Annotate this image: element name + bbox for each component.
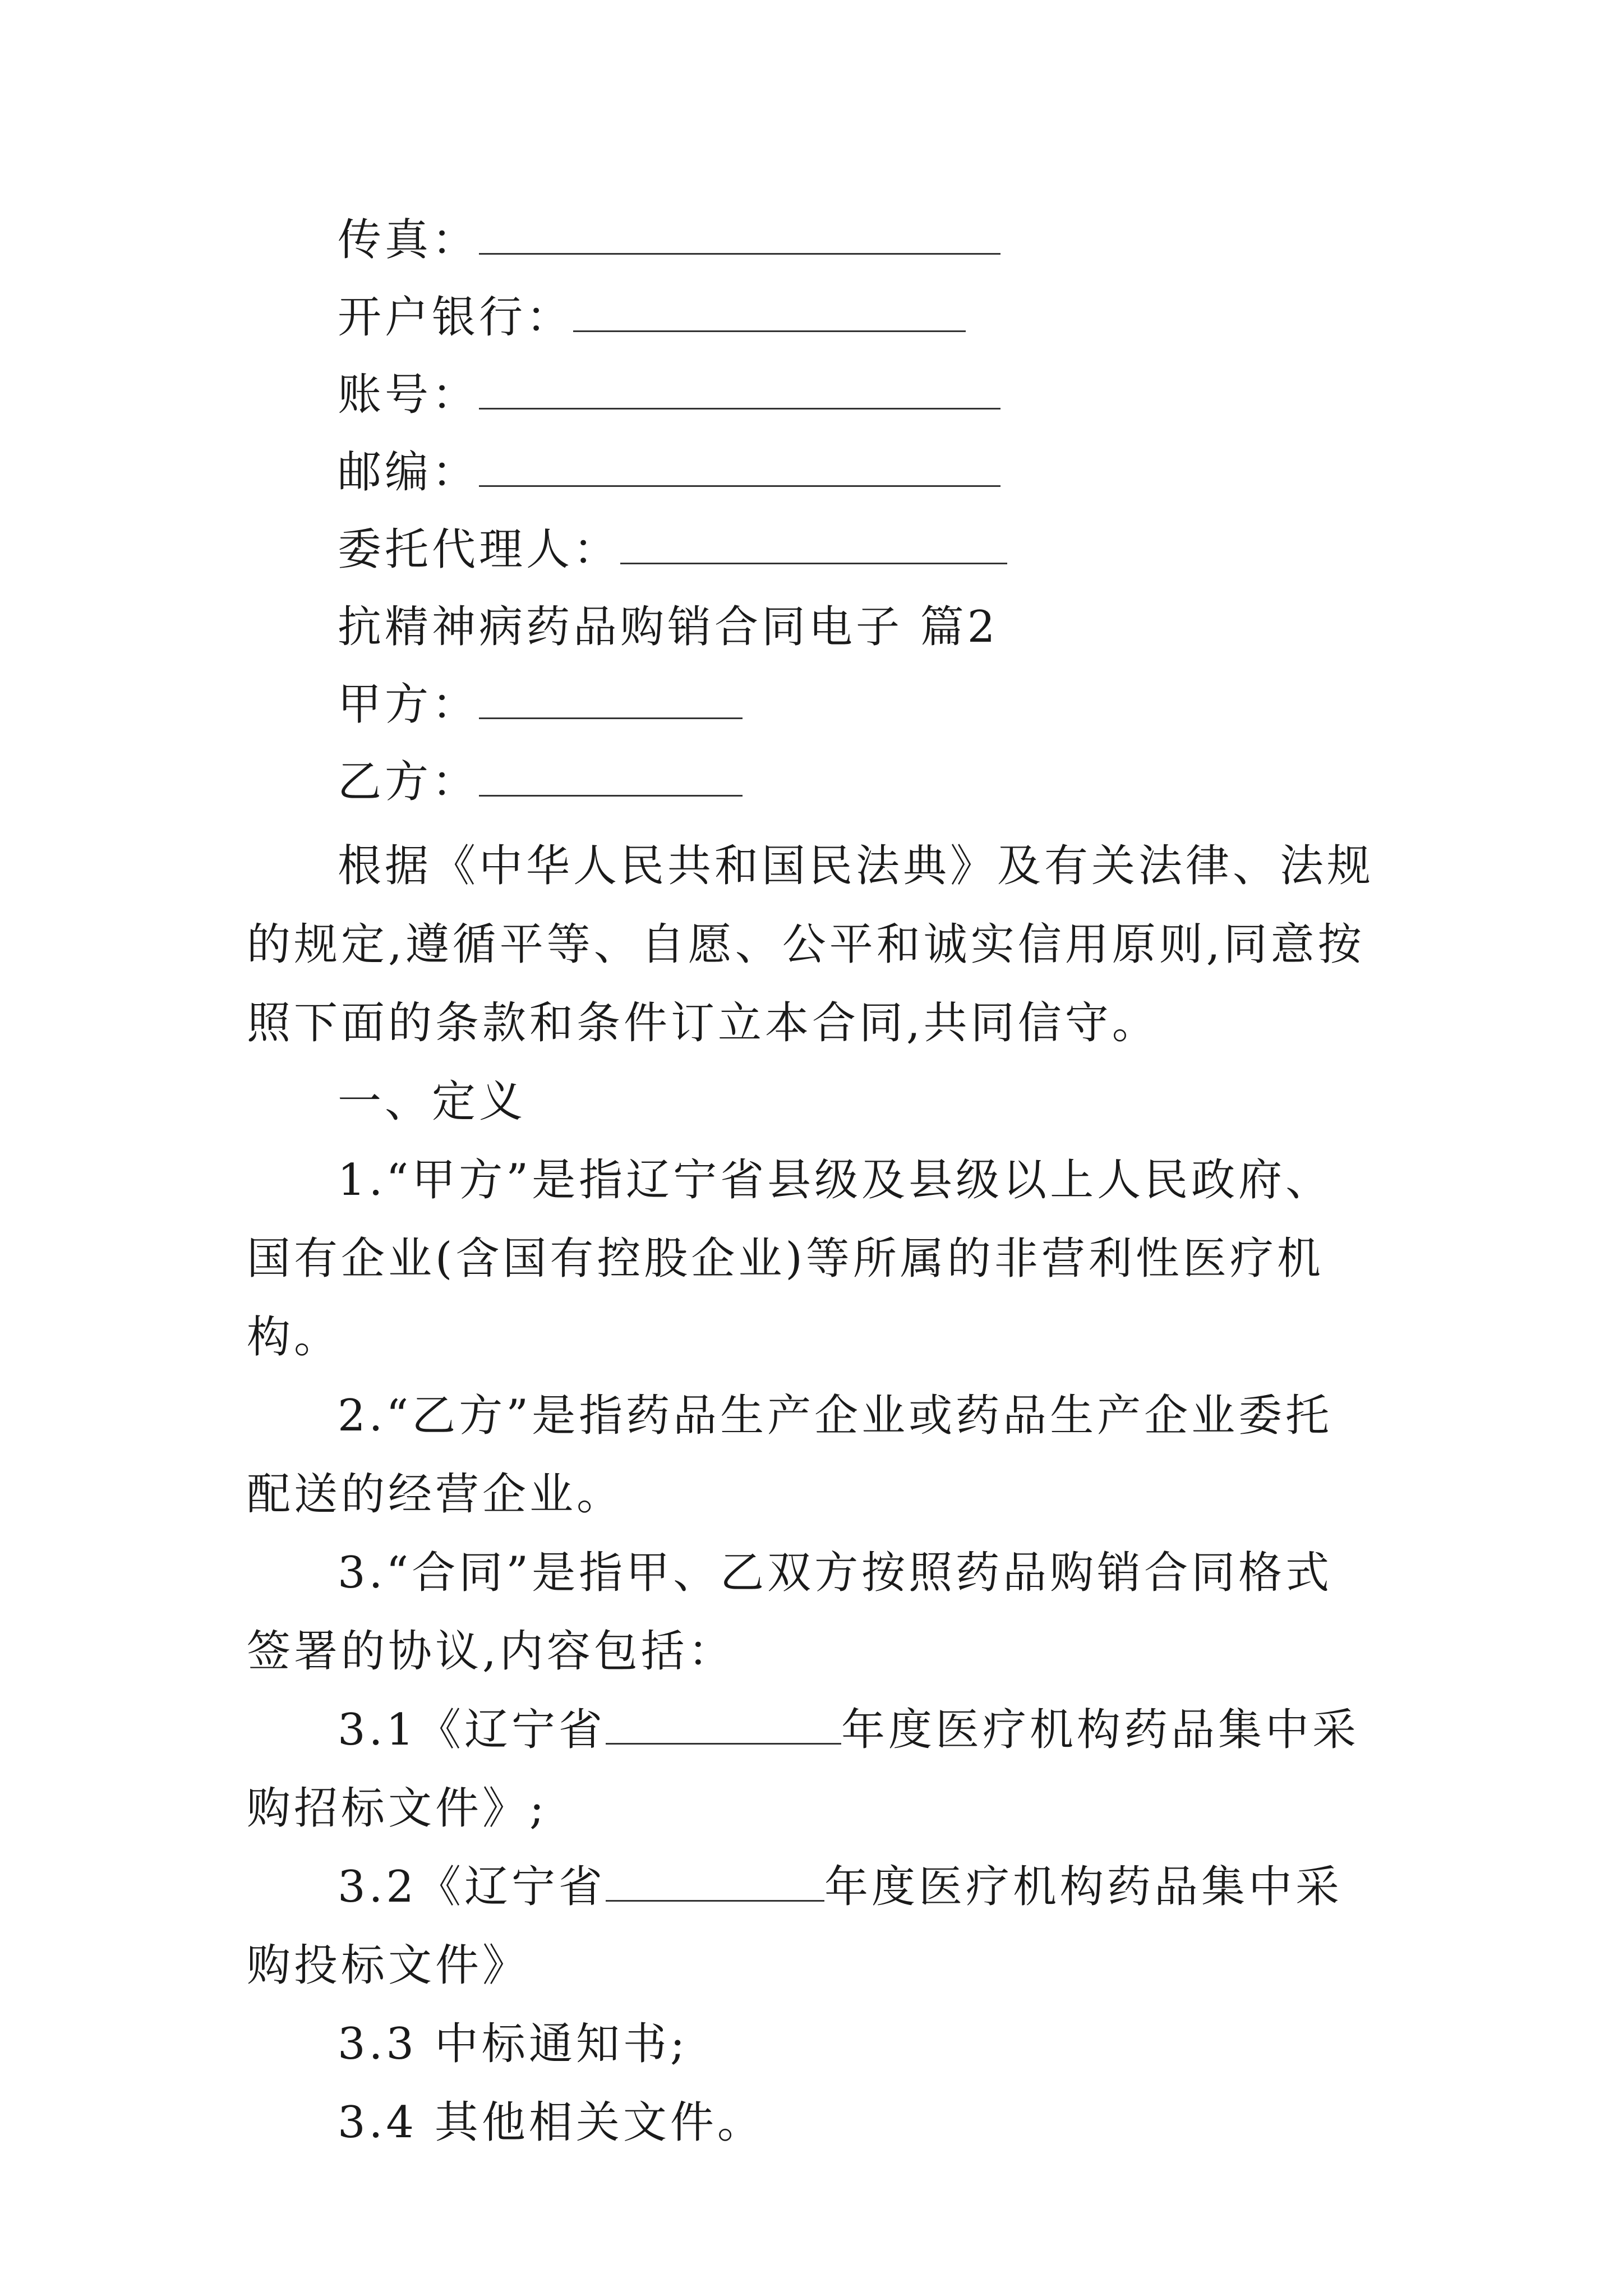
definition-item-1: 1.“甲方”是指辽宁省县级及县级以上人民政府、国有企业(含国有控股企业)等所属的非营利性医疗机构。 (247, 1155, 1333, 1363)
definitions-heading: 一、定义 (338, 1076, 527, 1127)
definition-item-3-4: 3.4 其他相关文件。 (338, 2097, 764, 2148)
definition-item-3-3: 3.3 中标通知书; (338, 2019, 689, 2069)
party-a-blank[interactable] (479, 684, 743, 719)
item-3-1-year-blank[interactable] (606, 1709, 841, 1745)
postcode-blank[interactable] (479, 452, 1000, 487)
agent-field (338, 522, 1007, 578)
party-a-label: 甲方： (338, 679, 479, 730)
item-3-1-suffix: 年度医疗机构药品集中采购招标文件》; (247, 1705, 1360, 1834)
item-3-2-suffix: 年度医疗机构药品集中采购投标文件》 (247, 1862, 1343, 1991)
bank-blank[interactable] (573, 297, 966, 332)
account-blank[interactable] (479, 374, 1000, 409)
fax-label: 传真： (338, 215, 479, 265)
fax-field (338, 212, 1000, 268)
item-3-2-prefix: 3.2《辽宁省 (338, 1862, 606, 1912)
bank-label: 开户银行： (338, 292, 574, 343)
definition-item-3-1 (247, 1691, 1380, 1848)
item-3-2-year-blank[interactable] (606, 1866, 824, 1902)
item-3-1-prefix: 3.1《辽宁省 (338, 1705, 606, 1755)
party-b-blank[interactable] (479, 761, 743, 797)
definition-item-3: 3.“合同”是指甲、乙双方按照药品购销合同格式签署的协议,内容包括： (247, 1548, 1333, 1677)
fax-blank[interactable] (479, 219, 1000, 255)
party-b-field (338, 754, 743, 810)
section-heading: 抗精神病药品购销合同电子 篇2 (338, 602, 999, 652)
account-label: 账号： (338, 370, 479, 420)
definition-item-3-2 (247, 1848, 1380, 2005)
postcode-label: 邮编： (338, 447, 479, 498)
agent-label: 委托代理人： (338, 524, 621, 575)
postcode-field (338, 444, 1000, 500)
account-field (338, 367, 1000, 423)
party-b-label: 乙方： (338, 757, 479, 807)
definition-item-2: 2.“乙方”是指药品生产企业或药品生产企业委托配送的经营企业。 (247, 1391, 1333, 1520)
agent-blank[interactable] (620, 529, 1007, 564)
bank-field (338, 289, 966, 346)
contract-body (247, 827, 1380, 2162)
intro-paragraph: 根据《中华人民共和国民法典》及有关法律、法规的规定,遵循平等、自愿、公平和诚实信用原则,同意按照下面的条款和条件订立本合同,共同信守。 (247, 841, 1375, 1048)
party-a-field (338, 677, 743, 733)
